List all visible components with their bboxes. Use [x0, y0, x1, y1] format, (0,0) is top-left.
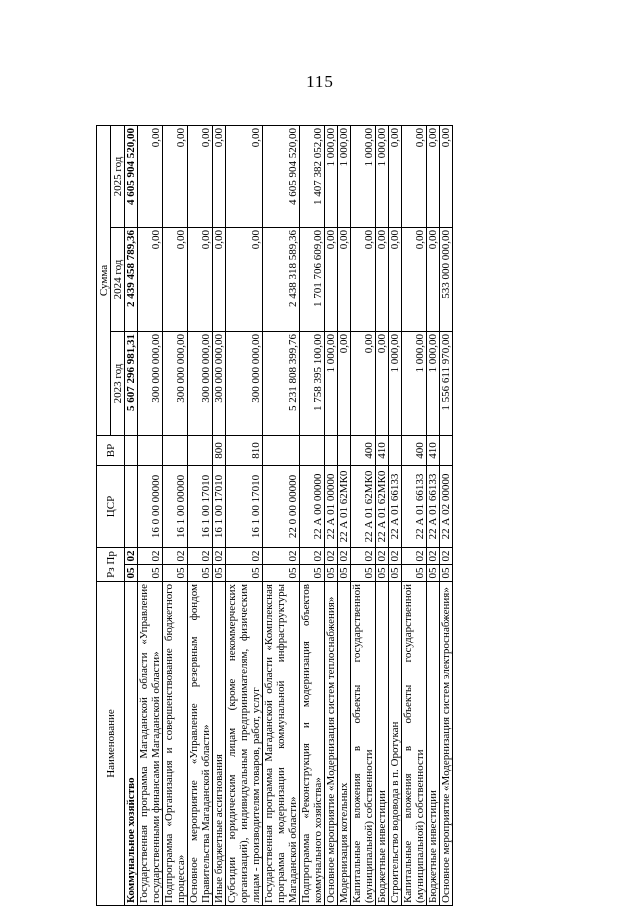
rotated-table-wrapper — [96, 126, 566, 906]
table-row — [125, 125, 138, 905]
table-row — [427, 125, 440, 905]
row-pr: 02 — [351, 547, 376, 564]
row-rz: 05 — [263, 565, 300, 582]
row-csr: 22 А 01 66133 — [389, 465, 402, 547]
row-value-2024: 0,00 — [213, 227, 226, 331]
row-csr: 22 А 01 62МК0 — [376, 465, 389, 547]
row-value-2024: 533 000 000,00 — [440, 227, 453, 331]
row-vr: 410 — [376, 435, 389, 465]
col-header-csr: ЦСР — [97, 465, 125, 547]
row-name: Подпрограмма «Организация и совершенствование бюджетного процесса» — [163, 582, 188, 906]
row-value-2023: 0,00 — [338, 331, 351, 435]
row-value-2024: 2 439 458 789,36 — [125, 227, 138, 331]
row-vr — [325, 435, 338, 465]
row-value-2025: 0,00 — [440, 125, 453, 227]
row-value-2023: 0,00 — [351, 331, 376, 435]
row-rz: 05 — [402, 565, 427, 582]
row-value-2025: 0,00 — [427, 125, 440, 227]
row-csr: 22 А 01 66133 — [427, 465, 440, 547]
row-rz: 05 — [163, 565, 188, 582]
row-pr: 02 — [188, 547, 213, 564]
row-value-2025: 0,00 — [213, 125, 226, 227]
col-header-2023: 2023 год — [111, 331, 125, 435]
row-value-2023: 1 758 395 100,00 — [300, 331, 325, 435]
row-value-2024: 0,00 — [325, 227, 338, 331]
row-vr — [163, 435, 188, 465]
row-vr: 410 — [427, 435, 440, 465]
row-value-2025: 0,00 — [226, 125, 263, 227]
row-value-2025: 0,00 — [402, 125, 427, 227]
row-pr: 02 — [440, 547, 453, 564]
row-name: Коммунальное хозяйство — [125, 582, 138, 906]
row-rz: 05 — [338, 565, 351, 582]
row-csr: 22 А 00 00000 — [300, 465, 325, 547]
row-value-2024: 0,00 — [351, 227, 376, 331]
row-pr: 02 — [338, 547, 351, 564]
row-value-2023: 300 000 000,00 — [213, 331, 226, 435]
row-value-2025: 1 407 382 052,00 — [300, 125, 325, 227]
row-rz: 05 — [188, 565, 213, 582]
row-pr: 02 — [389, 547, 402, 564]
row-name: Подпрограмма «Реконструкция и модернизация объектов коммунального хозяйства» — [300, 582, 325, 906]
table-row — [163, 125, 188, 905]
row-vr — [389, 435, 402, 465]
row-name: Капитальные вложения в объекты государственной (муниципальной) собственности — [402, 582, 427, 906]
table-row — [213, 125, 226, 905]
table-row — [138, 125, 163, 905]
row-value-2024: 0,00 — [389, 227, 402, 331]
row-value-2025: 1 000,00 — [325, 125, 338, 227]
row-pr: 02 — [376, 547, 389, 564]
col-header-sum: Сумма — [97, 125, 111, 435]
row-csr: 16 1 00 17010 — [226, 465, 263, 547]
row-vr — [138, 435, 163, 465]
row-name: Основное мероприятие «Модернизация систем электроснабжения» — [440, 582, 453, 906]
row-name: Бюджетные инвестиции — [376, 582, 389, 906]
row-value-2025: 1 000,00 — [351, 125, 376, 227]
row-name: Модернизация котельных — [338, 582, 351, 906]
row-value-2024: 0,00 — [402, 227, 427, 331]
row-value-2023: 1 556 611 970,00 — [440, 331, 453, 435]
row-name: Государственная программа Магаданской области «Комплексная программа модернизации коммунальной инфраструктуры Магаданской области» — [263, 582, 300, 906]
row-rz: 05 — [376, 565, 389, 582]
col-header-rz-pr: Рз Пр — [97, 547, 125, 581]
row-pr: 02 — [402, 547, 427, 564]
row-rz: 05 — [351, 565, 376, 582]
row-value-2023: 5 607 296 981,31 — [125, 331, 138, 435]
row-value-2024: 0,00 — [138, 227, 163, 331]
row-value-2024: 0,00 — [188, 227, 213, 331]
row-value-2023: 300 000 000,00 — [226, 331, 263, 435]
budget-table — [96, 125, 453, 906]
table-row — [338, 125, 351, 905]
row-csr: 16 1 00 17010 — [213, 465, 226, 547]
row-csr — [125, 465, 138, 547]
row-pr: 02 — [300, 547, 325, 564]
row-value-2025: 0,00 — [163, 125, 188, 227]
table-row — [402, 125, 427, 905]
page-number: 115 — [306, 72, 334, 91]
row-name: Основное мероприятие «Управление резервным фондом Правительства Магаданской области» — [188, 582, 213, 906]
table-row — [389, 125, 402, 905]
row-value-2024: 2 438 318 589,36 — [263, 227, 300, 331]
row-name: Государственная программа Магаданской области «Управление государственными финансами Магаданской области» — [138, 582, 163, 906]
row-value-2025: 0,00 — [188, 125, 213, 227]
table-row — [226, 125, 263, 905]
table-row — [376, 125, 389, 905]
row-pr: 02 — [263, 547, 300, 564]
row-rz: 05 — [226, 565, 263, 582]
row-csr: 22 0 00 00000 — [263, 465, 300, 547]
row-vr: 800 — [213, 435, 226, 465]
row-value-2025: 0,00 — [138, 125, 163, 227]
col-header-2025: 2025 год — [111, 125, 125, 227]
row-pr: 02 — [226, 547, 263, 564]
row-vr — [440, 435, 453, 465]
row-name: Бюджетные инвестиции — [427, 582, 440, 906]
table-row — [263, 125, 300, 905]
row-rz: 05 — [138, 565, 163, 582]
row-value-2025: 1 000,00 — [376, 125, 389, 227]
row-csr: 16 1 00 00000 — [163, 465, 188, 547]
row-csr: 16 0 00 00000 — [138, 465, 163, 547]
col-header-vr: ВР — [97, 435, 125, 465]
row-value-2023: 1 000,00 — [325, 331, 338, 435]
row-name: Капитальные вложения в объекты государственной (муниципальной) собственности — [351, 582, 376, 906]
row-value-2024: 1 701 706 609,00 — [300, 227, 325, 331]
row-csr: 22 А 01 00000 — [325, 465, 338, 547]
row-name: Основное мероприятие «Модернизация систем теплоснабжения» — [325, 582, 338, 906]
row-name: Строительство водовода в п. Оротукан — [389, 582, 402, 906]
row-rz: 05 — [325, 565, 338, 582]
row-rz: 05 — [213, 565, 226, 582]
row-rz: 05 — [300, 565, 325, 582]
row-vr — [263, 435, 300, 465]
table-row — [351, 125, 376, 905]
row-name: Иные бюджетные ассигнования — [213, 582, 226, 906]
row-value-2025: 4 605 904 520,00 — [263, 125, 300, 227]
row-value-2024: 0,00 — [376, 227, 389, 331]
row-value-2023: 300 000 000,00 — [163, 331, 188, 435]
row-value-2023: 1 000,00 — [427, 331, 440, 435]
row-csr: 16 1 00 17010 — [188, 465, 213, 547]
row-value-2023: 0,00 — [376, 331, 389, 435]
row-value-2023: 300 000 000,00 — [138, 331, 163, 435]
row-name: Субсидии юридическим лицам (кроме некоммерческих организаций), индивидуальным предпринимателям, физическим лицам - производителям товаров, работ, услуг — [226, 582, 263, 906]
row-csr: 22 А 01 62МК0 — [338, 465, 351, 547]
row-value-2024: 0,00 — [163, 227, 188, 331]
row-rz: 05 — [440, 565, 453, 582]
row-value-2025: 4 605 904 520,00 — [125, 125, 138, 227]
row-pr: 02 — [325, 547, 338, 564]
row-rz: 05 — [389, 565, 402, 582]
row-value-2023: 300 000 000,00 — [188, 331, 213, 435]
row-csr: 22 А 01 62МК0 — [351, 465, 376, 547]
row-vr: 400 — [351, 435, 376, 465]
row-pr: 02 — [163, 547, 188, 564]
row-pr: 02 — [138, 547, 163, 564]
row-value-2024: 0,00 — [226, 227, 263, 331]
row-rz: 05 — [125, 565, 138, 582]
row-value-2023: 1 000,00 — [389, 331, 402, 435]
row-pr: 02 — [213, 547, 226, 564]
row-value-2023: 5 231 808 399,76 — [263, 331, 300, 435]
row-pr: 02 — [427, 547, 440, 564]
table-row — [440, 125, 453, 905]
row-value-2025: 0,00 — [389, 125, 402, 227]
col-header-2024: 2024 год — [111, 227, 125, 331]
row-value-2024: 0,00 — [427, 227, 440, 331]
table-row — [325, 125, 338, 905]
row-vr: 400 — [402, 435, 427, 465]
table-row — [188, 125, 213, 905]
row-vr: 810 — [226, 435, 263, 465]
row-csr: 22 А 01 66133 — [402, 465, 427, 547]
col-header-name: Наименование — [97, 582, 125, 906]
row-rz: 05 — [427, 565, 440, 582]
row-vr — [188, 435, 213, 465]
row-csr: 22 А 02 00000 — [440, 465, 453, 547]
row-value-2024: 0,00 — [338, 227, 351, 331]
row-vr — [300, 435, 325, 465]
row-pr: 02 — [125, 547, 138, 564]
row-vr — [125, 435, 138, 465]
row-value-2023: 1 000,00 — [402, 331, 427, 435]
table-row — [300, 125, 325, 905]
row-vr — [338, 435, 351, 465]
row-value-2025: 1 000,00 — [338, 125, 351, 227]
